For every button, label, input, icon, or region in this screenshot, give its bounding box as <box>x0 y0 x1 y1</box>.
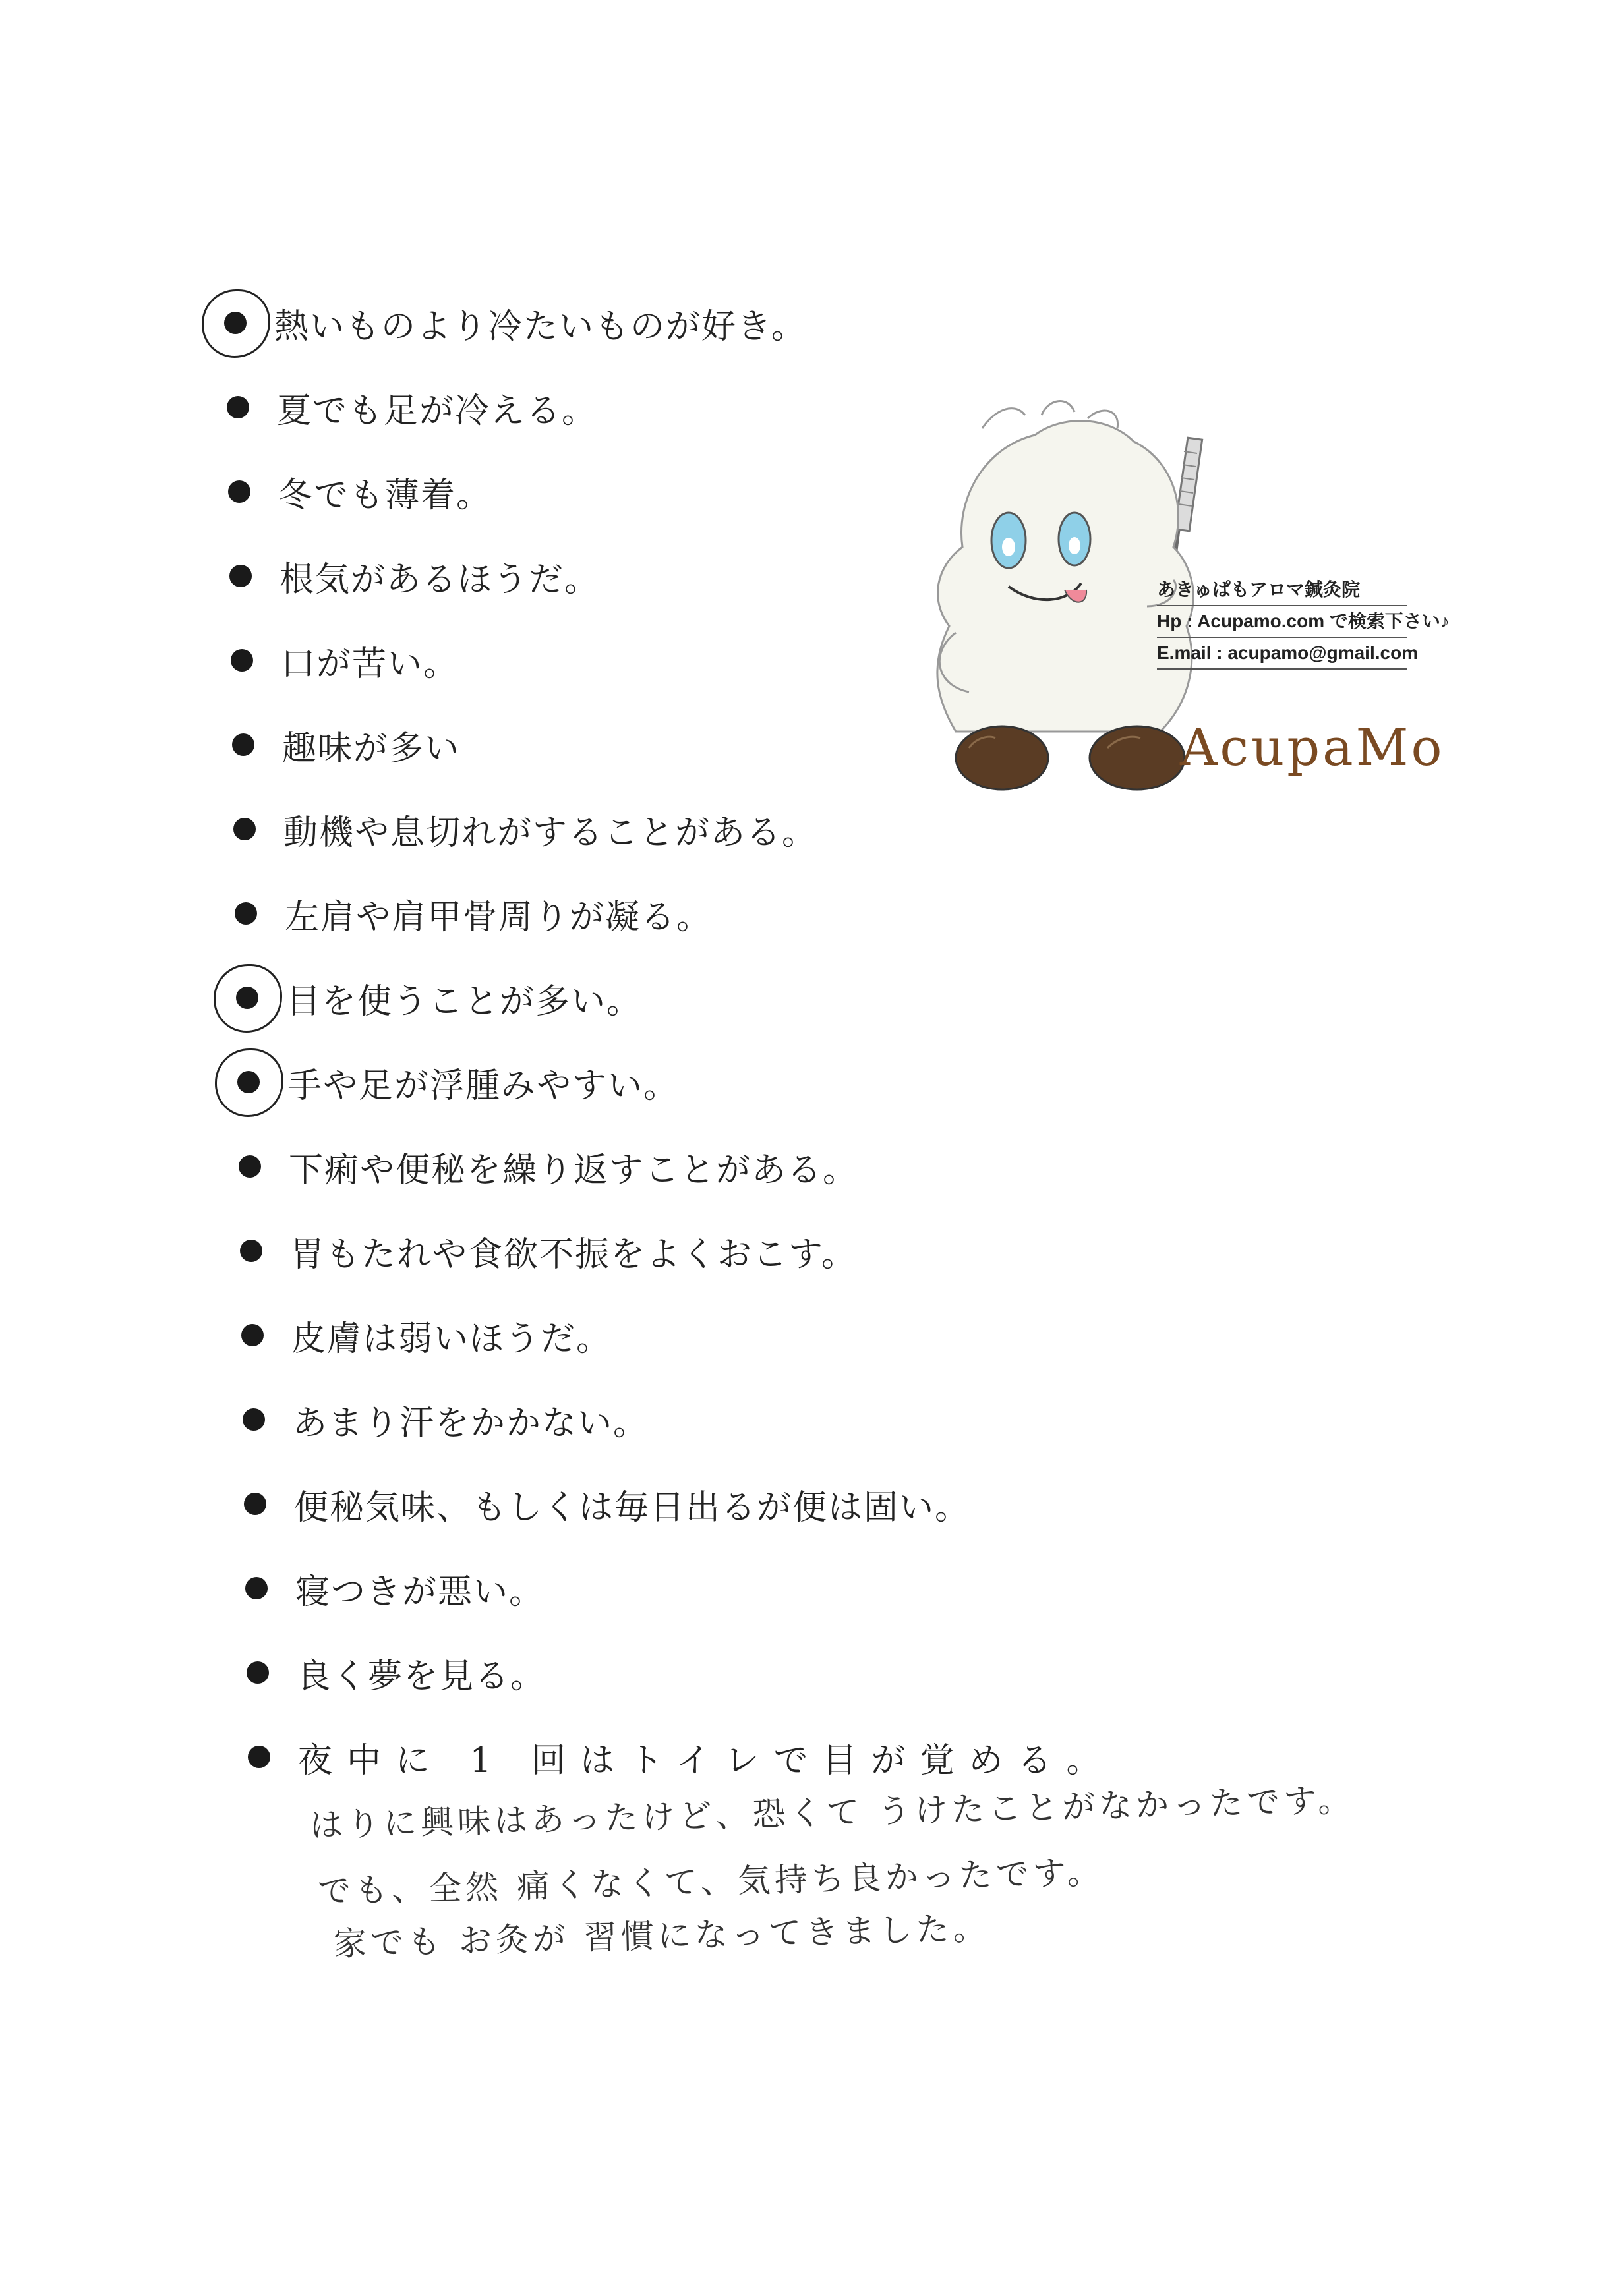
item-text: あまり汗をかかない。 <box>293 1403 649 1443</box>
checklist-item <box>248 1724 1115 1790</box>
bullet-icon <box>244 1493 266 1515</box>
item-text: 熱いものより冷たいものが好き。 <box>274 306 807 347</box>
checklist-item-circled <box>237 1049 679 1115</box>
bullet-icon <box>224 312 247 334</box>
checklist-item <box>227 374 597 440</box>
handwritten-line: 家でも お灸が 習慣になってきました。 <box>333 1909 991 1963</box>
bullet-icon <box>235 902 257 925</box>
bullet-icon <box>231 649 253 672</box>
bullet-icon <box>236 987 258 1009</box>
item-text: 夜中に 1 回はトイレで目が覚める。 <box>298 1740 1115 1781</box>
bullet-icon <box>229 565 252 587</box>
item-text: 口が苦い。 <box>281 644 459 684</box>
checklist-item <box>239 1134 858 1199</box>
bullet-icon <box>248 1746 270 1768</box>
item-text: 良く夢を見る。 <box>297 1656 546 1696</box>
handwritten-line: はりに興味はあったけど、恐くて うけたことがなかったです。 <box>309 1781 1355 1845</box>
bullet-icon <box>237 1071 260 1093</box>
checklist-item <box>232 712 460 778</box>
item-text: 動機や息切れがすることがある。 <box>283 813 818 853</box>
bullet-icon <box>240 1240 262 1262</box>
checklist-item <box>247 1640 546 1706</box>
checklist-item <box>228 459 492 525</box>
clinic-name: あきゅぱもアロマ鍼灸院 <box>1157 575 1407 606</box>
bullet-icon <box>239 1155 261 1178</box>
item-text: 胃もたれや食欲不振をよくおこす。 <box>290 1234 857 1275</box>
bullet-icon <box>233 818 256 840</box>
bullet-icon <box>232 733 254 756</box>
clinic-contact-card <box>1157 575 1450 675</box>
bullet-icon <box>247 1661 269 1684</box>
item-text: 左肩や肩甲骨周りが凝る。 <box>285 897 713 937</box>
bullet-icon <box>228 480 250 503</box>
checklist-item-circled <box>236 965 642 1031</box>
checklist-item <box>245 1555 545 1621</box>
handwritten-line: でも、全然 痛くなくて、気持ち良かったです。 <box>317 1852 1105 1910</box>
item-text: 冬でも薄着。 <box>278 475 492 515</box>
clinic-homepage: Hp : Acupamo.com で検索下さい♪ <box>1157 606 1407 638</box>
item-text: 皮膚は弱いほうだ。 <box>291 1319 612 1359</box>
bullet-icon <box>243 1408 265 1431</box>
bullet-icon <box>245 1577 268 1599</box>
checklist-item <box>244 1471 970 1537</box>
brand-logo-text: AcupaMo <box>1180 718 1445 778</box>
item-text: 寝つきが悪い。 <box>295 1572 545 1612</box>
item-text: 趣味が多い <box>282 728 461 768</box>
clinic-phone <box>1157 672 1407 675</box>
checklist-item <box>233 796 817 862</box>
checklist-item <box>243 1387 649 1452</box>
item-text: 目を使うことが多い。 <box>286 981 643 1021</box>
item-text: 根気があるほうだ。 <box>280 560 601 600</box>
clinic-email: E.mail : acupamo@gmail.com <box>1157 638 1407 670</box>
checklist-item <box>231 627 459 693</box>
item-text: 手や足が浮腫みやすい。 <box>287 1066 680 1106</box>
checklist-item <box>229 543 600 609</box>
checklist-item <box>240 1218 857 1284</box>
item-text: 夏でも足が冷える。 <box>277 391 598 431</box>
checklist-item <box>235 880 712 946</box>
checklist-item <box>241 1302 612 1368</box>
item-text: 下痢や便秘を繰り返すことがある。 <box>289 1150 859 1190</box>
item-text: 便秘気味、もしくは毎日出るが便は固い。 <box>294 1487 971 1528</box>
checklist-item-circled <box>224 290 807 356</box>
bullet-icon <box>241 1324 264 1346</box>
bullet-icon <box>227 396 249 418</box>
